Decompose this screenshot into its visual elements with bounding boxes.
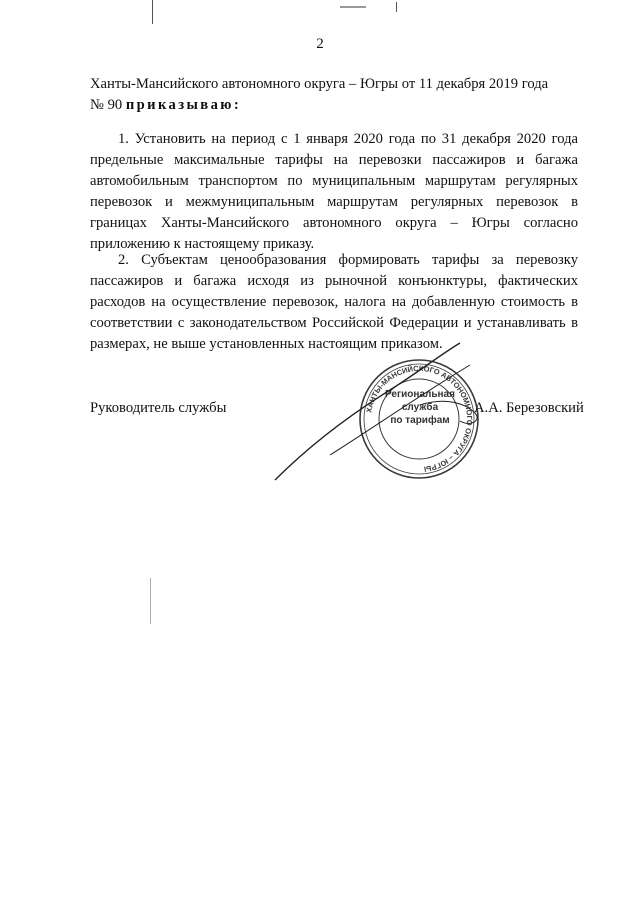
order-word: приказываю: — [125, 97, 242, 113]
signatory-name: А.А. Березовский — [474, 400, 584, 416]
stamp-line: служба — [401, 402, 439, 413]
scan-artifact — [152, 0, 153, 24]
signatory-title: Руководитель службы — [90, 400, 227, 416]
stamp-line: по тарифам — [390, 415, 450, 426]
handwritten-signature — [270, 335, 490, 485]
paragraph-2: 2. Субъектам ценообразования формировать тарифы за перевозку пассажиров и багажа исходя из рыночной конъюнктуры, фактических расходов на осуществление перевозок, налога на добавленную стоимость в соответствии с законодательством Российской Федерации и устанавливать в размерах, не выше установленных настоящим приказом. — [90, 252, 578, 352]
scan-artifact — [150, 578, 151, 624]
scan-artifact — [396, 2, 397, 12]
order-number: № 90 — [90, 97, 123, 113]
intro-line: Ханты-Мансийского автономного округа – Югры от 11 декабря 2019 года — [90, 76, 549, 92]
stamp-ring-text: ХАНТЫ-МАНСИЙСКОГО АВТОНОМНОГО ОКРУГА – ЮГРЫ — [364, 363, 475, 474]
scan-artifact — [340, 6, 366, 8]
stamp-line: Региональная — [385, 389, 455, 400]
paragraph-1: 1. Установить на период с 1 января 2020 года по 31 декабря 2020 года предельные максимальные тарифы на перевозки пассажиров и багажа автомобильным транспортом по муниципальным маршрутам регулярных перевозок и межмуниципальным маршрутам регулярных перевозок в границах Ханты-Мансийского автономного округа – Югры согласно приложению к настоящему приказу. — [90, 131, 578, 252]
page-number: 2 — [316, 36, 324, 52]
intro-text — [90, 74, 578, 116]
